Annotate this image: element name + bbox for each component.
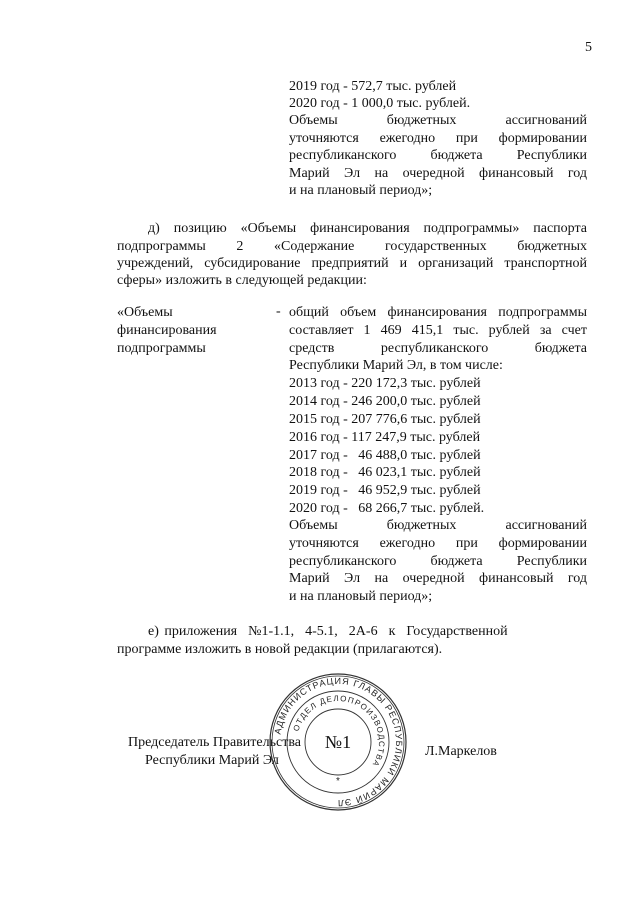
stamp-star: * [336,776,340,787]
signature-title-line-1: Председатель Правительства [128,735,301,750]
para-d-line-4: сферы» изложить в следующей редакции: [117,273,367,288]
top-note-line-1: Объемы бюджетных ассигнований [289,113,587,128]
para-d-line-2: подпрограммы 2 «Содержание государственных бюджетных [117,239,587,254]
funding-year-2017: 2017 год - 46 488,0 тыс. рублей [289,448,481,463]
top-note-line-4: Марий Эл на очередной финансовый год [289,166,587,181]
para-d-line-3: учреждений, субсидирование предприятий и организаций транспортной [117,256,587,271]
para-d-line-1: д) позицию «Объемы финансирования подпрограммы» паспорта [148,221,587,236]
funding-year-2020: 2020 год - 68 266,7 тыс. рублей. [289,501,485,516]
funding-note-line-5: и на плановый период»; [289,589,433,604]
official-stamp [268,672,408,812]
year-2019-line: 2019 год - 572,7 тыс. рублей [289,79,457,94]
funding-intro-line-1: общий объем финансирования подпрограммы [289,305,587,320]
year-2020-line: 2020 год - 1 000,0 тыс. рублей. [289,96,471,111]
top-note-line-3: республиканского бюджета Республики [289,148,587,163]
top-note-line-2: уточняются ежегодно при формировании [289,131,587,146]
signature-title-line-2: Республики Марий Эл [145,753,279,768]
funding-year-2018: 2018 год - 46 023,1 тыс. рублей [289,465,481,480]
top-note-line-5: и на плановый период»; [289,183,433,198]
funding-intro-line-3: средств республиканского бюджета [289,341,587,356]
funding-year-2016: 2016 год - 117 247,9 тыс. рублей [289,430,481,445]
label-line-1: «Объемы [117,305,173,320]
label-dash: - [276,304,281,319]
stamp-number: №1 [324,732,352,752]
stamp-inner-text: ОТДЕЛ ДЕЛОПРОИЗВОДСТВА [291,693,387,769]
para-e-line-1: е) приложения №1-1.1, 4-5.1, 2А-6 к Государственной [148,624,508,639]
funding-note-line-3: республиканского бюджета Республики [289,554,587,569]
stamp-outer-text: АДМИНИСТРАЦИЯ ГЛАВЫ РЕСПУБЛИКИ МАРИЙ ЭЛ [272,675,405,809]
para-e-line-2: программе изложить в новой редакции (прилагаются). [117,642,443,657]
funding-year-2019: 2019 год - 46 952,9 тыс. рублей [289,483,481,498]
funding-year-2013: 2013 год - 220 172,3 тыс. рублей [289,376,481,391]
funding-intro-line-4: Республики Марий Эл, в том числе: [289,358,503,373]
funding-note-line-4: Марий Эл на очередной финансовый год [289,571,587,586]
funding-year-2014: 2014 год - 246 200,0 тыс. рублей [289,394,481,409]
funding-intro-line-2: составляет 1 469 415,1 тыс. рублей за счет [289,323,587,338]
page-number: 5 [585,40,592,55]
funding-year-2015: 2015 год - 207 776,6 тыс. рублей [289,412,481,427]
funding-note-line-1: Объемы бюджетных ассигнований [289,518,587,533]
label-line-3: подпрограммы [117,341,206,356]
funding-note-line-2: уточняются ежегодно при формировании [289,536,587,551]
signatory-name: Л.Маркелов [425,744,497,759]
label-line-2: финансирования [117,323,217,338]
